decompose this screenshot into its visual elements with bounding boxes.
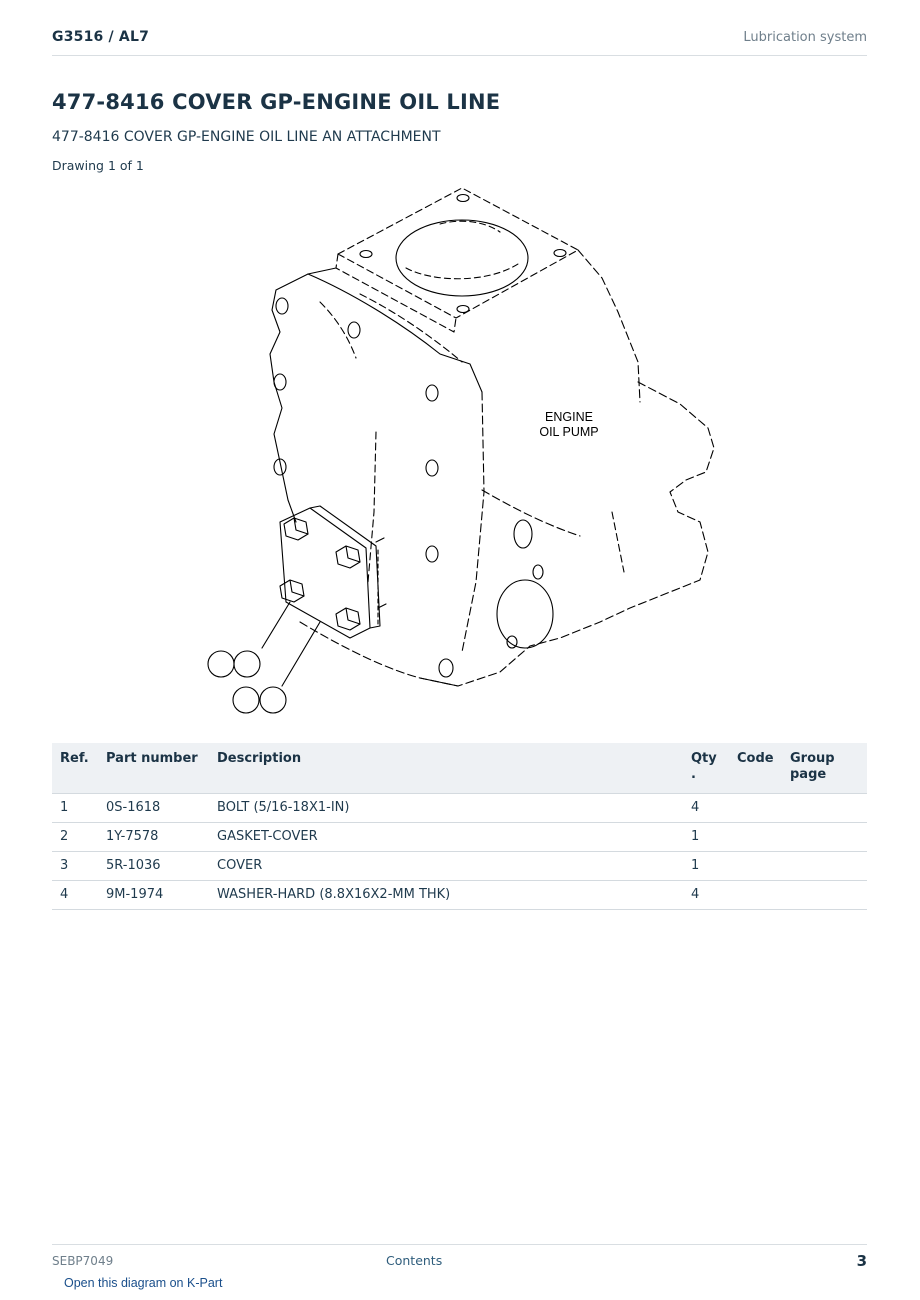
housing-bottom	[300, 622, 530, 686]
col-header-qty: Qty .	[683, 743, 729, 794]
page-number: 3	[856, 1252, 867, 1270]
cell-group-page	[782, 794, 867, 823]
cell-ref: 2	[52, 823, 98, 852]
cell-part-number: 0S-1618	[98, 794, 209, 823]
table-row	[52, 823, 867, 852]
contents-link[interactable]: Contents	[386, 1253, 443, 1268]
top-bore	[396, 220, 528, 296]
cell-qty: 1	[683, 823, 729, 852]
table-row	[52, 852, 867, 881]
kpart-link[interactable]: Open this diagram on K-Part	[64, 1276, 223, 1290]
cell-description: WASHER-HARD (8.8X16X2-MM THK)	[209, 881, 683, 910]
callout-leader	[282, 622, 320, 686]
cell-ref: 1	[52, 794, 98, 823]
cell-code	[729, 823, 782, 852]
housing-front-edge	[308, 274, 482, 392]
flange-hole	[457, 306, 469, 313]
cell-description: GASKET-COVER	[209, 823, 683, 852]
cell-group-page	[782, 881, 867, 910]
parts-table	[52, 743, 867, 910]
bolt-4	[336, 608, 360, 630]
section-label: Lubrication system	[743, 30, 867, 45]
cell-group-page	[782, 852, 867, 881]
cell-code	[729, 794, 782, 823]
bolt-2	[336, 546, 360, 568]
drawing-count: Drawing 1 of 1	[52, 158, 144, 173]
housing-left-outline	[270, 268, 336, 522]
table-row	[52, 794, 867, 823]
page-subtitle: 477-8416 COVER GP-ENGINE OIL LINE AN ATTACHMENT	[52, 129, 441, 145]
diagram-label-line1: ENGINE	[545, 410, 593, 424]
diagram-label-line2: OIL PUMP	[539, 425, 599, 439]
cell-qty: 1	[683, 852, 729, 881]
cell-ref: 3	[52, 852, 98, 881]
col-header-code: Code	[729, 743, 782, 794]
cell-description: COVER	[209, 852, 683, 881]
table-header-row	[52, 743, 867, 794]
cell-qty: 4	[683, 881, 729, 910]
callout-bubble	[234, 651, 260, 677]
flange-hole	[457, 195, 469, 202]
cell-part-number: 5R-1036	[98, 852, 209, 881]
cell-part-number: 9M-1974	[98, 881, 209, 910]
callout-leader	[262, 602, 290, 648]
table-row	[52, 881, 867, 910]
cell-code	[729, 852, 782, 881]
cell-group-page	[782, 823, 867, 852]
cell-description: BOLT (5/16-18X1-IN)	[209, 794, 683, 823]
callout-bubble	[260, 687, 286, 713]
page-footer	[52, 1244, 867, 1275]
col-header-part-number: Part number	[98, 743, 209, 794]
model-label: G3516 / AL7	[52, 29, 150, 45]
cell-code	[729, 881, 782, 910]
callout-bubble	[233, 687, 259, 713]
housing-center-edge	[462, 392, 484, 652]
col-header-ref: Ref.	[52, 743, 98, 794]
cover-plate	[280, 508, 370, 638]
flange-hole	[360, 251, 372, 258]
bolt-3	[280, 580, 304, 602]
housing-right-edge	[578, 250, 640, 402]
cell-ref: 4	[52, 881, 98, 910]
document-id: SEBP7049	[52, 1254, 114, 1268]
parts-diagram	[200, 182, 720, 722]
page-title: 477-8416 COVER GP-ENGINE OIL LINE	[52, 90, 501, 114]
callout-bubble	[208, 651, 234, 677]
cell-part-number: 1Y-7578	[98, 823, 209, 852]
flange-hole	[554, 250, 566, 257]
col-header-group-page: Group page	[782, 743, 867, 794]
col-header-description: Description	[209, 743, 683, 794]
page-header	[52, 28, 867, 56]
top-flange	[338, 188, 578, 318]
cell-qty: 4	[683, 794, 729, 823]
